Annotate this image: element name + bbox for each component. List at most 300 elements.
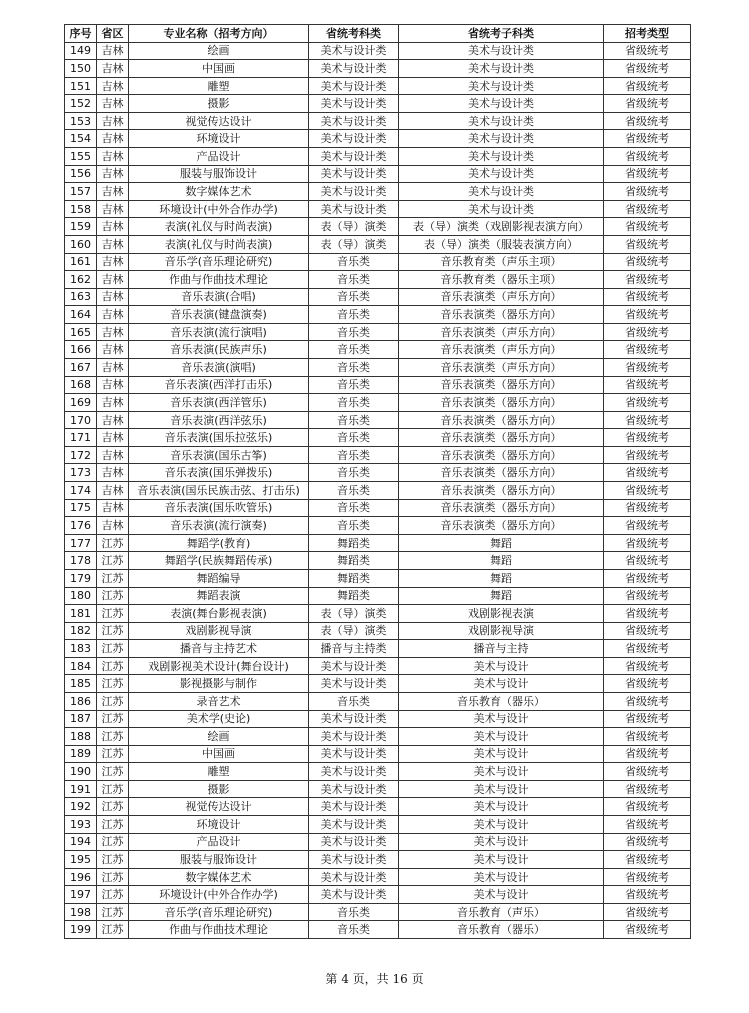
row-province: 江苏 — [97, 816, 129, 834]
row-index: 158 — [65, 200, 97, 218]
row-major: 产品设计 — [129, 833, 309, 851]
row-province: 江苏 — [97, 569, 129, 587]
row-province: 江苏 — [97, 640, 129, 658]
row-exam-category: 表（导）演类 — [309, 605, 399, 623]
row-major: 音乐表演(合唱) — [129, 288, 309, 306]
row-admission-type: 省级统考 — [604, 323, 691, 341]
row-province: 吉林 — [97, 218, 129, 236]
header-admission-type: 招考类型 — [604, 25, 691, 43]
row-exam-subcategory: 美术与设计类 — [399, 77, 604, 95]
table-row — [65, 394, 691, 412]
row-admission-type: 省级统考 — [604, 534, 691, 552]
row-admission-type: 省级统考 — [604, 200, 691, 218]
table-row — [65, 341, 691, 359]
row-major: 音乐表演(国乐拉弦乐) — [129, 429, 309, 447]
row-province: 吉林 — [97, 200, 129, 218]
row-province: 吉林 — [97, 446, 129, 464]
row-exam-category: 美术与设计类 — [309, 675, 399, 693]
row-exam-category: 音乐类 — [309, 692, 399, 710]
row-major: 音乐表演(西洋弦乐) — [129, 411, 309, 429]
row-admission-type: 省级统考 — [604, 235, 691, 253]
row-admission-type: 省级统考 — [604, 411, 691, 429]
row-index: 199 — [65, 921, 97, 939]
row-admission-type: 省级统考 — [604, 745, 691, 763]
row-exam-subcategory: 美术与设计 — [399, 868, 604, 886]
table-row — [65, 253, 691, 271]
table-row — [65, 183, 691, 201]
row-exam-subcategory: 音乐表演类（器乐方向） — [399, 482, 604, 500]
admissions-table-container — [64, 24, 690, 939]
row-admission-type: 省级统考 — [604, 446, 691, 464]
table-row — [65, 745, 691, 763]
row-exam-subcategory: 音乐表演类（器乐方向） — [399, 411, 604, 429]
row-major: 美术学(史论) — [129, 710, 309, 728]
row-exam-subcategory: 美术与设计类 — [399, 60, 604, 78]
row-index: 190 — [65, 763, 97, 781]
row-admission-type: 省级统考 — [604, 886, 691, 904]
row-index: 156 — [65, 165, 97, 183]
row-exam-category: 美术与设计类 — [309, 886, 399, 904]
row-exam-subcategory: 美术与设计 — [399, 851, 604, 869]
row-admission-type: 省级统考 — [604, 868, 691, 886]
row-exam-subcategory: 戏剧影视导演 — [399, 622, 604, 640]
row-exam-subcategory: 音乐教育（声乐） — [399, 903, 604, 921]
row-exam-category: 音乐类 — [309, 341, 399, 359]
row-index: 194 — [65, 833, 97, 851]
row-exam-subcategory: 音乐表演类（器乐方向） — [399, 429, 604, 447]
row-index: 168 — [65, 376, 97, 394]
row-index: 174 — [65, 482, 97, 500]
row-exam-subcategory: 表（导）演类（服装表演方向） — [399, 235, 604, 253]
row-admission-type: 省级统考 — [604, 710, 691, 728]
row-index: 186 — [65, 692, 97, 710]
row-admission-type: 省级统考 — [604, 816, 691, 834]
row-admission-type: 省级统考 — [604, 358, 691, 376]
row-major: 数字媒体艺术 — [129, 868, 309, 886]
row-exam-subcategory: 音乐表演类（器乐方向） — [399, 446, 604, 464]
table-row — [65, 165, 691, 183]
row-province: 吉林 — [97, 60, 129, 78]
table-row — [65, 552, 691, 570]
row-index: 169 — [65, 394, 97, 412]
row-index: 184 — [65, 657, 97, 675]
row-major: 音乐表演(西洋打击乐) — [129, 376, 309, 394]
row-exam-subcategory: 美术与设计 — [399, 710, 604, 728]
row-exam-subcategory: 音乐教育（器乐） — [399, 692, 604, 710]
row-exam-category: 美术与设计类 — [309, 833, 399, 851]
row-exam-subcategory: 戏剧影视表演 — [399, 605, 604, 623]
table-row — [65, 271, 691, 289]
row-index: 163 — [65, 288, 97, 306]
row-province: 江苏 — [97, 886, 129, 904]
table-row — [65, 218, 691, 236]
row-province: 江苏 — [97, 728, 129, 746]
table-row — [65, 42, 691, 60]
row-exam-subcategory: 美术与设计类 — [399, 42, 604, 60]
row-major: 环境设计(中外合作办学) — [129, 886, 309, 904]
table-row — [65, 710, 691, 728]
row-exam-subcategory: 音乐表演类（器乐方向） — [399, 306, 604, 324]
row-index: 195 — [65, 851, 97, 869]
row-province: 江苏 — [97, 587, 129, 605]
table-row — [65, 95, 691, 113]
row-exam-subcategory: 音乐表演类（声乐方向） — [399, 288, 604, 306]
row-province: 江苏 — [97, 851, 129, 869]
row-major: 戏剧影视导演 — [129, 622, 309, 640]
row-exam-category: 美术与设计类 — [309, 780, 399, 798]
row-index: 180 — [65, 587, 97, 605]
row-index: 178 — [65, 552, 97, 570]
row-major: 音乐学(音乐理论研究) — [129, 903, 309, 921]
row-major: 产品设计 — [129, 148, 309, 166]
row-exam-category: 音乐类 — [309, 358, 399, 376]
row-exam-category: 音乐类 — [309, 376, 399, 394]
admissions-table — [64, 24, 691, 939]
header-province: 省区 — [97, 25, 129, 43]
row-index: 179 — [65, 569, 97, 587]
row-index: 153 — [65, 112, 97, 130]
row-exam-subcategory: 音乐教育类（器乐主项） — [399, 271, 604, 289]
row-major: 音乐表演(国乐吹管乐) — [129, 499, 309, 517]
row-province: 吉林 — [97, 271, 129, 289]
row-province: 江苏 — [97, 605, 129, 623]
row-province: 吉林 — [97, 358, 129, 376]
page-footer: 第 4 页，共 16 页 — [325, 972, 424, 986]
row-admission-type: 省级统考 — [604, 77, 691, 95]
row-major: 音乐表演(流行演奏) — [129, 517, 309, 535]
row-exam-subcategory: 美术与设计 — [399, 675, 604, 693]
row-index: 183 — [65, 640, 97, 658]
row-exam-subcategory: 音乐表演类（器乐方向） — [399, 394, 604, 412]
row-major: 中国画 — [129, 60, 309, 78]
row-exam-category: 播音与主持类 — [309, 640, 399, 658]
table-row — [65, 358, 691, 376]
row-index: 154 — [65, 130, 97, 148]
row-province: 江苏 — [97, 552, 129, 570]
row-province: 吉林 — [97, 499, 129, 517]
row-admission-type: 省级统考 — [604, 921, 691, 939]
row-major: 环境设计 — [129, 816, 309, 834]
table-row — [65, 675, 691, 693]
row-province: 吉林 — [97, 112, 129, 130]
row-exam-subcategory: 美术与设计 — [399, 745, 604, 763]
row-exam-category: 美术与设计类 — [309, 112, 399, 130]
table-row — [65, 446, 691, 464]
row-admission-type: 省级统考 — [604, 253, 691, 271]
row-exam-subcategory: 音乐表演类（器乐方向） — [399, 517, 604, 535]
table-row — [65, 130, 691, 148]
row-province: 江苏 — [97, 903, 129, 921]
row-exam-category: 表（导）演类 — [309, 218, 399, 236]
row-exam-category: 美术与设计类 — [309, 60, 399, 78]
row-admission-type: 省级统考 — [604, 165, 691, 183]
table-row — [65, 692, 691, 710]
row-major: 作曲与作曲技术理论 — [129, 271, 309, 289]
row-exam-subcategory: 舞蹈 — [399, 587, 604, 605]
row-exam-category: 音乐类 — [309, 499, 399, 517]
row-admission-type: 省级统考 — [604, 903, 691, 921]
row-exam-category: 舞蹈类 — [309, 534, 399, 552]
row-major: 音乐表演(国乐弹拨乐) — [129, 464, 309, 482]
table-row — [65, 288, 691, 306]
row-exam-subcategory: 美术与设计 — [399, 886, 604, 904]
row-province: 吉林 — [97, 482, 129, 500]
row-admission-type: 省级统考 — [604, 130, 691, 148]
row-admission-type: 省级统考 — [604, 42, 691, 60]
row-exam-subcategory: 舞蹈 — [399, 569, 604, 587]
row-exam-category: 美术与设计类 — [309, 710, 399, 728]
row-major: 戏剧影视美术设计(舞台设计) — [129, 657, 309, 675]
row-major: 音乐表演(国乐古筝) — [129, 446, 309, 464]
row-admission-type: 省级统考 — [604, 640, 691, 658]
row-index: 193 — [65, 816, 97, 834]
row-province: 江苏 — [97, 534, 129, 552]
row-admission-type: 省级统考 — [604, 763, 691, 781]
row-index: 159 — [65, 218, 97, 236]
row-province: 江苏 — [97, 798, 129, 816]
row-major: 录音艺术 — [129, 692, 309, 710]
table-row — [65, 605, 691, 623]
row-exam-category: 音乐类 — [309, 271, 399, 289]
row-index: 173 — [65, 464, 97, 482]
row-exam-subcategory: 美术与设计 — [399, 816, 604, 834]
row-index: 151 — [65, 77, 97, 95]
row-admission-type: 省级统考 — [604, 341, 691, 359]
row-admission-type: 省级统考 — [604, 798, 691, 816]
row-admission-type: 省级统考 — [604, 517, 691, 535]
row-exam-subcategory: 播音与主持 — [399, 640, 604, 658]
row-admission-type: 省级统考 — [604, 692, 691, 710]
row-admission-type: 省级统考 — [604, 429, 691, 447]
row-index: 164 — [65, 306, 97, 324]
row-province: 吉林 — [97, 323, 129, 341]
row-exam-category: 音乐类 — [309, 288, 399, 306]
row-major: 播音与主持艺术 — [129, 640, 309, 658]
row-exam-category: 音乐类 — [309, 464, 399, 482]
table-row — [65, 868, 691, 886]
row-index: 182 — [65, 622, 97, 640]
row-exam-category: 音乐类 — [309, 411, 399, 429]
row-admission-type: 省级统考 — [604, 60, 691, 78]
row-province: 江苏 — [97, 745, 129, 763]
row-exam-category: 表（导）演类 — [309, 235, 399, 253]
row-province: 吉林 — [97, 394, 129, 412]
row-major: 数字媒体艺术 — [129, 183, 309, 201]
row-major: 中国画 — [129, 745, 309, 763]
table-row — [65, 903, 691, 921]
row-exam-category: 舞蹈类 — [309, 552, 399, 570]
row-exam-category: 音乐类 — [309, 903, 399, 921]
row-exam-category: 美术与设计类 — [309, 130, 399, 148]
row-index: 196 — [65, 868, 97, 886]
table-row — [65, 517, 691, 535]
row-major: 舞蹈学(民族舞蹈传承) — [129, 552, 309, 570]
row-major: 表演(礼仪与时尚表演) — [129, 218, 309, 236]
row-admission-type: 省级统考 — [604, 288, 691, 306]
row-exam-subcategory: 美术与设计 — [399, 657, 604, 675]
row-province: 吉林 — [97, 306, 129, 324]
row-exam-category: 舞蹈类 — [309, 569, 399, 587]
row-index: 170 — [65, 411, 97, 429]
row-exam-category: 音乐类 — [309, 306, 399, 324]
row-major: 音乐表演(流行演唱) — [129, 323, 309, 341]
table-row — [65, 429, 691, 447]
row-major: 舞蹈编导 — [129, 569, 309, 587]
row-province: 江苏 — [97, 675, 129, 693]
row-major: 作曲与作曲技术理论 — [129, 921, 309, 939]
row-exam-category: 音乐类 — [309, 482, 399, 500]
row-index: 155 — [65, 148, 97, 166]
row-province: 吉林 — [97, 376, 129, 394]
row-exam-subcategory: 美术与设计 — [399, 763, 604, 781]
table-row — [65, 587, 691, 605]
row-index: 157 — [65, 183, 97, 201]
row-admission-type: 省级统考 — [604, 112, 691, 130]
row-exam-subcategory: 音乐教育（器乐） — [399, 921, 604, 939]
table-row — [65, 200, 691, 218]
row-index: 166 — [65, 341, 97, 359]
row-exam-subcategory: 音乐教育类（声乐主项） — [399, 253, 604, 271]
table-row — [65, 464, 691, 482]
table-row — [65, 499, 691, 517]
row-major: 舞蹈学(教育) — [129, 534, 309, 552]
row-major: 表演(舞台影视表演) — [129, 605, 309, 623]
row-major: 影视摄影与制作 — [129, 675, 309, 693]
table-body — [65, 42, 691, 938]
table-row — [65, 482, 691, 500]
row-index: 188 — [65, 728, 97, 746]
row-major: 雕塑 — [129, 77, 309, 95]
row-admission-type: 省级统考 — [604, 728, 691, 746]
row-major: 环境设计 — [129, 130, 309, 148]
row-province: 吉林 — [97, 341, 129, 359]
row-province: 吉林 — [97, 464, 129, 482]
row-province: 江苏 — [97, 622, 129, 640]
row-province: 江苏 — [97, 763, 129, 781]
row-major: 音乐表演(西洋管乐) — [129, 394, 309, 412]
row-exam-subcategory: 美术与设计类 — [399, 183, 604, 201]
row-major: 绘画 — [129, 42, 309, 60]
row-exam-category: 音乐类 — [309, 446, 399, 464]
row-index: 172 — [65, 446, 97, 464]
row-province: 吉林 — [97, 411, 129, 429]
row-exam-category: 音乐类 — [309, 323, 399, 341]
table-row — [65, 640, 691, 658]
row-admission-type: 省级统考 — [604, 851, 691, 869]
row-index: 187 — [65, 710, 97, 728]
row-exam-category: 美术与设计类 — [309, 728, 399, 746]
row-exam-subcategory: 音乐表演类（声乐方向） — [399, 341, 604, 359]
row-index: 161 — [65, 253, 97, 271]
row-province: 江苏 — [97, 657, 129, 675]
row-index: 189 — [65, 745, 97, 763]
row-exam-category: 美术与设计类 — [309, 95, 399, 113]
row-admission-type: 省级统考 — [604, 675, 691, 693]
row-index: 192 — [65, 798, 97, 816]
row-exam-category: 美术与设计类 — [309, 745, 399, 763]
row-exam-category: 音乐类 — [309, 429, 399, 447]
table-row — [65, 833, 691, 851]
row-exam-category: 音乐类 — [309, 253, 399, 271]
row-exam-subcategory: 美术与设计类 — [399, 165, 604, 183]
row-exam-category: 音乐类 — [309, 517, 399, 535]
row-major: 服装与服饰设计 — [129, 851, 309, 869]
row-major: 音乐表演(国乐民族击弦、打击乐) — [129, 482, 309, 500]
header-exam-category: 省统考科类 — [309, 25, 399, 43]
row-province: 吉林 — [97, 288, 129, 306]
row-exam-category: 表（导）演类 — [309, 622, 399, 640]
row-index: 171 — [65, 429, 97, 447]
row-exam-category: 美术与设计类 — [309, 763, 399, 781]
row-province: 吉林 — [97, 77, 129, 95]
row-province: 吉林 — [97, 429, 129, 447]
row-exam-category: 美术与设计类 — [309, 657, 399, 675]
row-admission-type: 省级统考 — [604, 552, 691, 570]
row-exam-subcategory: 美术与设计 — [399, 780, 604, 798]
header-index: 序号 — [65, 25, 97, 43]
row-admission-type: 省级统考 — [604, 306, 691, 324]
row-province: 吉林 — [97, 183, 129, 201]
row-province: 吉林 — [97, 165, 129, 183]
row-major: 音乐表演(民族声乐) — [129, 341, 309, 359]
row-major: 绘画 — [129, 728, 309, 746]
table-row — [65, 816, 691, 834]
row-major: 摄影 — [129, 95, 309, 113]
table-row — [65, 411, 691, 429]
row-exam-category: 美术与设计类 — [309, 165, 399, 183]
row-exam-subcategory: 舞蹈 — [399, 552, 604, 570]
table-row — [65, 323, 691, 341]
table-row — [65, 235, 691, 253]
row-exam-subcategory: 美术与设计 — [399, 728, 604, 746]
row-admission-type: 省级统考 — [604, 622, 691, 640]
row-exam-category: 美术与设计类 — [309, 816, 399, 834]
row-major: 雕塑 — [129, 763, 309, 781]
row-index: 162 — [65, 271, 97, 289]
table-row — [65, 886, 691, 904]
row-admission-type: 省级统考 — [604, 148, 691, 166]
row-province: 吉林 — [97, 148, 129, 166]
row-admission-type: 省级统考 — [604, 376, 691, 394]
table-row — [65, 306, 691, 324]
row-exam-subcategory: 音乐表演类（器乐方向） — [399, 464, 604, 482]
row-exam-subcategory: 美术与设计类 — [399, 200, 604, 218]
row-exam-category: 美术与设计类 — [309, 851, 399, 869]
row-exam-category: 美术与设计类 — [309, 42, 399, 60]
row-major: 表演(礼仪与时尚表演) — [129, 235, 309, 253]
row-province: 吉林 — [97, 95, 129, 113]
row-exam-subcategory: 音乐表演类（器乐方向） — [399, 376, 604, 394]
table-row — [65, 569, 691, 587]
row-index: 191 — [65, 780, 97, 798]
row-exam-category: 美术与设计类 — [309, 798, 399, 816]
table-row — [65, 112, 691, 130]
row-index: 150 — [65, 60, 97, 78]
row-exam-subcategory: 美术与设计 — [399, 798, 604, 816]
row-exam-subcategory: 舞蹈 — [399, 534, 604, 552]
row-admission-type: 省级统考 — [604, 271, 691, 289]
row-province: 江苏 — [97, 780, 129, 798]
row-province: 江苏 — [97, 692, 129, 710]
header-exam-subcategory: 省统考子科类 — [399, 25, 604, 43]
row-exam-subcategory: 音乐表演类（声乐方向） — [399, 358, 604, 376]
row-major: 音乐表演(键盘演奏) — [129, 306, 309, 324]
table-row — [65, 728, 691, 746]
row-admission-type: 省级统考 — [604, 833, 691, 851]
table-row — [65, 763, 691, 781]
row-exam-category: 美术与设计类 — [309, 200, 399, 218]
table-row — [65, 622, 691, 640]
